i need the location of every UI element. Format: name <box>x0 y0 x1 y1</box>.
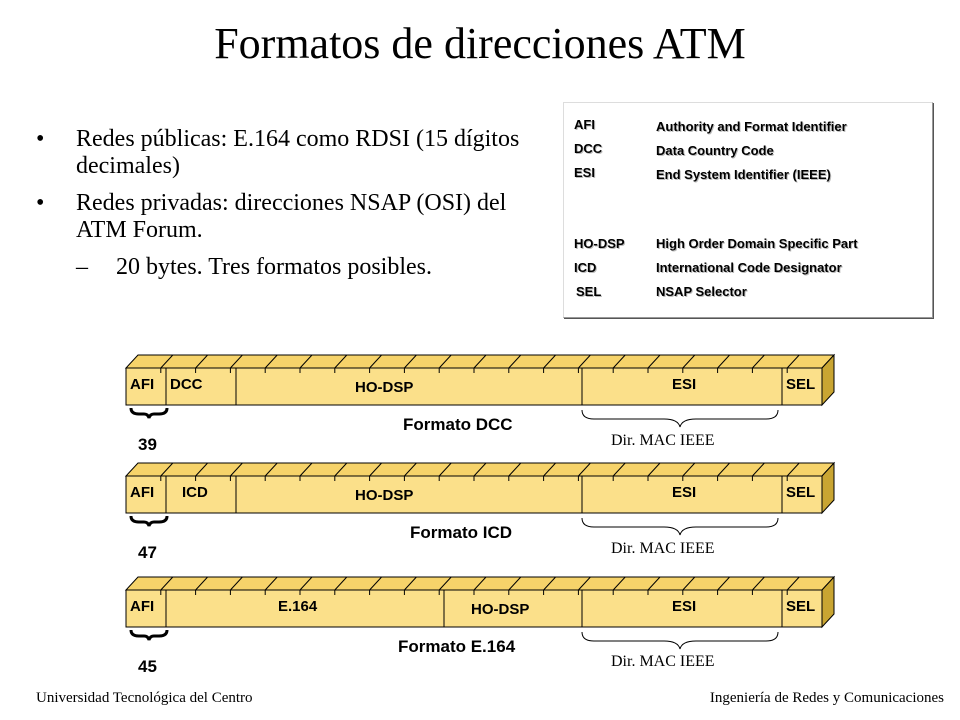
legend-abbr: AFI <box>574 117 595 132</box>
afi-brace <box>131 408 167 418</box>
field-ho-dsp: HO-DSP <box>355 487 414 504</box>
legend-definition: High Order Domain Specific Part <box>656 236 858 251</box>
format-name: Formato DCC <box>403 415 513 434</box>
legend-abbr: ESI <box>574 165 595 180</box>
field-sel: SEL <box>786 598 816 615</box>
field-icd: ICD <box>182 484 208 501</box>
esi-brace <box>582 632 778 649</box>
legend-abbr: ICD <box>574 260 597 275</box>
legend-abbr: DCC <box>574 141 603 156</box>
legend-abbr: HO-DSP <box>574 236 625 251</box>
field-e164: E.164 <box>278 598 318 615</box>
bullet-text: Redes privadas: direcciones NSAP (OSI) del ATM Forum. <box>76 190 507 243</box>
legend-definition: Data Country Code <box>656 143 774 158</box>
sub-bullet-text: 20 bytes. Tres formatos posibles. <box>116 254 433 280</box>
format-dcc-diagram <box>126 355 834 454</box>
sub-bullet-dash: – <box>76 254 88 280</box>
field-afi: AFI <box>130 484 155 501</box>
bullet-dot: • <box>36 126 45 152</box>
afi-code: 39 <box>138 435 157 454</box>
mac-label: Dir. MAC IEEE <box>611 653 715 670</box>
bullet-dot: • <box>36 190 45 216</box>
legend-definition: End System Identifier (IEEE) <box>656 167 831 182</box>
legend-abbr: SEL <box>576 284 602 299</box>
field-esi: ESI <box>672 598 697 615</box>
field-esi: ESI <box>672 484 697 501</box>
esi-brace <box>582 518 778 535</box>
afi-brace <box>131 516 167 526</box>
bullet-text: Redes públicas: E.164 como RDSI (15 dígitos decimales) <box>76 126 520 179</box>
footer-course: Ingeniería de Redes y Comunicaciones <box>709 690 944 706</box>
format-name: Formato ICD <box>410 523 512 542</box>
slide-title: Formatos de direcciones ATM <box>214 19 746 68</box>
bar-front-face <box>126 476 822 513</box>
field-sel: SEL <box>786 376 816 393</box>
field-sel: SEL <box>786 484 816 501</box>
field-ho-dsp: HO-DSP <box>471 601 530 618</box>
afi-code: 45 <box>138 657 157 676</box>
legend-definition: Authority and Format Identifier <box>656 119 847 134</box>
bar-front-face <box>126 368 822 405</box>
field-ho-dsp: HO-DSP <box>355 379 414 396</box>
afi-code: 47 <box>138 543 157 562</box>
field-esi: ESI <box>672 376 697 393</box>
format-name: Formato E.164 <box>398 637 516 656</box>
field-dcc: DCC <box>170 376 203 393</box>
legend-definition: International Code Designator <box>656 260 842 275</box>
field-afi: AFI <box>130 376 155 393</box>
footer-institution: Universidad Tecnológica del Centro <box>36 690 253 706</box>
format-icd-diagram <box>126 463 834 562</box>
mac-label: Dir. MAC IEEE <box>611 540 715 557</box>
field-afi: AFI <box>130 598 155 615</box>
afi-brace <box>131 630 167 640</box>
legend-definition: NSAP Selector <box>656 284 747 299</box>
esi-brace <box>582 410 778 427</box>
mac-label: Dir. MAC IEEE <box>611 432 715 449</box>
format-e164-diagram <box>126 577 834 676</box>
